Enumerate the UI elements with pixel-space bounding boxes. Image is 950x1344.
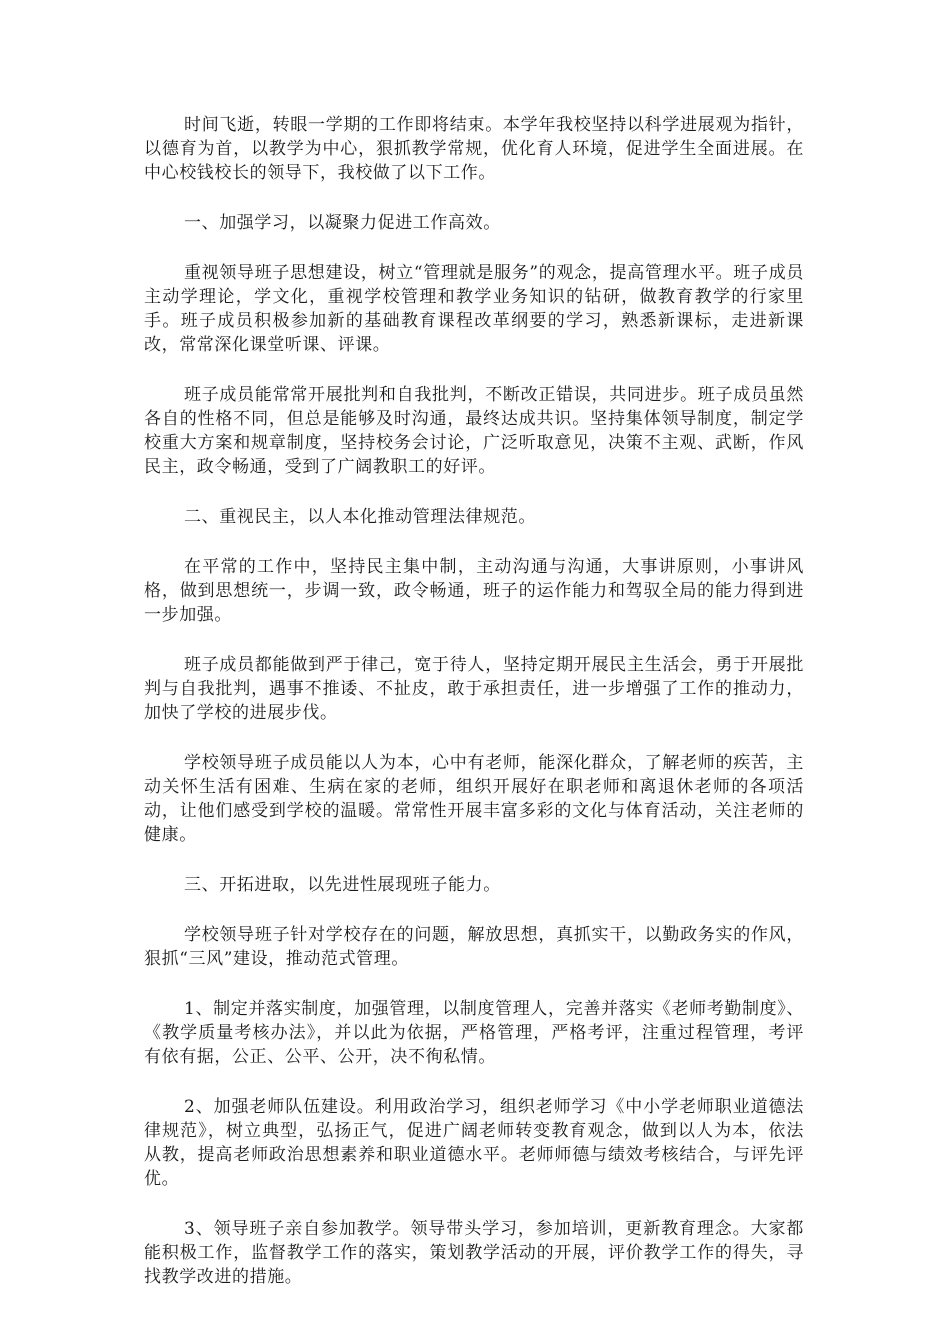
list-item-3: 3、领导班子亲自参加教学。领导带头学习，参加培训，更新教育理念。大家都能积极工作，监督教学工作的落实，策划教学活动的开展，评价教学工作的得失，寻找教学改进的措施。 [144, 1219, 804, 1287]
list-item-2: 2、加强老师队伍建设。利用政治学习，组织老师学习《中小学老师职业道德法律规范》，树立典型，弘扬正气，促进广阔老师转变教育观念，做到以人为本，依法从教，提高老师政治思想素养和职业道德水平。老师师德与绩效考核结合，与评先评优。 [144, 1097, 804, 1189]
section-heading-1: 一、加强学习，以凝聚力促进工作高效。 [184, 213, 501, 233]
body-paragraph: 在平常的工作中，坚持民主集中制，主动沟通与沟通，大事讲原则，小事讲风格，做到思想统一，步调一致，政令畅通，班子的运作能力和驾驭全局的能力得到进一步加强。 [144, 557, 804, 625]
section-heading-3: 三、开拓进取，以先进性展现班子能力。 [184, 875, 501, 895]
body-paragraph: 重视领导班子思想建设，树立“管理就是服务”的观念，提高管理水平。班子成员主动学理论，学文化，重视学校管理和教学业务知识的钻研，做教育教学的行家里手。班子成员积极参加新的基础教育课程改革纲要的学习，熟悉新课标，走进新课改，常常深化课堂听课、评课。 [144, 263, 804, 355]
body-paragraph: 班子成员能常常开展批判和自我批判，不断改正错误，共同进步。班子成员虽然各自的性格不同，但总是能够及时沟通，最终达成共识。坚持集体领导制度，制定学校重大方案和规章制度，坚持校务会讨论，广泛听取意见，决策不主观、武断，作风民主，政令畅通，受到了广阔教职工的好评。 [144, 385, 804, 477]
body-paragraph: 班子成员都能做到严于律己，宽于待人，坚持定期开展民主生活会，勇于开展批判与自我批判，遇事不推诿、不扯皮，敢于承担责任，进一步增强了工作的推动力，加快了学校的进展步伐。 [144, 655, 804, 723]
document-body [144, 113, 804, 1315]
section-heading-2: 二、重视民主，以人本化推动管理法律规范。 [184, 507, 536, 527]
intro-paragraph: 时间飞逝，转眼一学期的工作即将结束。本学年我校坚持以科学进展观为指针，以德育为首，以教学为中心，狠抓教学常规，优化育人环境，促进学生全面进展。在中心校钱校长的领导下，我校做了以下工作。 [144, 115, 804, 183]
body-paragraph: 学校领导班子成员能以人为本，心中有老师，能深化群众，了解老师的疾苦，主动关怀生活有困难、生病在家的老师，组织开展好在职老师和离退休老师的各项活动，让他们感受到学校的温暖。常常性开展丰富多彩的文化与体育活动，关注老师的健康。 [144, 753, 804, 845]
body-paragraph: 学校领导班子针对学校存在的问题，解放思想，真抓实干，以勤政务实的作风，狠抓“三风”建设，推动范式管理。 [144, 925, 804, 969]
list-item-1: 1、制定并落实制度，加强管理，以制度管理人，完善并落实《老师考勤制度》、《教学质量考核办法》，并以此为依据，严格管理，严格考评，注重过程管理，考评有依有据，公正、公平、公开，决不徇私情。 [144, 999, 804, 1067]
